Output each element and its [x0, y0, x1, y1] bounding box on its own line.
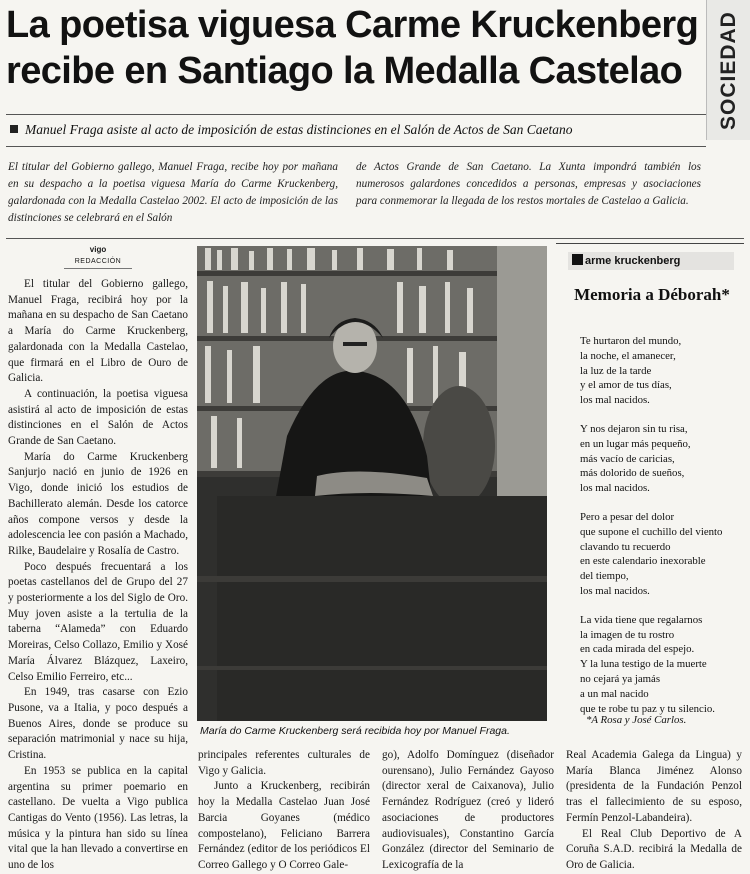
poem-line: a un mal nacido — [580, 687, 649, 700]
square-bullet-icon — [572, 254, 583, 265]
article-paragraph: Junto a Kruckenberg, recibirán hoy la Medalla Castelao Juan José Barcia Goyanes (médico compostelano), Feliciano Barrera Fernández (editor de los periódicos El Correo Gallego y O Correo Gale- — [198, 780, 370, 871]
headline-line: recibe en Santiago la Medalla Castelao — [6, 50, 683, 92]
poem-title: Memoria a Déborah* — [574, 285, 730, 304]
poem-line: los mal nacidos. — [580, 482, 650, 495]
photo-caption: María do Carme Kruckenberg será recibida hoy por Manuel Fraga. — [200, 725, 510, 737]
poem-line: del tiempo, — [580, 570, 629, 583]
poem-line: en un lugar más pequeño, — [580, 437, 691, 450]
poem-stanza — [580, 510, 744, 599]
divider — [6, 114, 706, 115]
article-paragraph: En 1953 se publica en la capital argentina su primer poemario en castellano. De vuelta a Vigo publica Cantigas do Vento (1956). Las letras, la música y la pintura han sido su línea vital que la han llevado a convertirse en uno de los — [8, 764, 188, 872]
byline: REDACCIÓN — [64, 256, 132, 269]
article-paragraph: go), Adolfo Domínguez (diseñador ourensano), Julio Fernández Gayoso (director xeral de Caixanova), Julio Fernández Rodríguez (creó y lideró asociaciones de productores audiovisuales), Constantino García González (director del Seminario de Lexicografía de la — [382, 749, 554, 871]
headline-line: La poetisa viguesa Carme Kruckenberg — [6, 4, 699, 46]
poem-line: Y nos dejaron sin tu risa, — [580, 422, 688, 435]
dateline: vigo — [89, 245, 107, 254]
poem-line: los mal nacidos. — [580, 584, 650, 597]
article-paragraph: En 1949, tras casarse con Ezio Pusone, va a Italia, y poco después a Buenos Aires, donde se produce su separación matrimonial y nace su hija, Cristina. — [8, 686, 188, 762]
poem-stanza — [580, 334, 744, 408]
divider — [6, 238, 744, 239]
poem-line: más vacío de caricias, — [580, 452, 675, 465]
article-paragraph: principales referentes culturales de Vigo y Galicia. — [198, 749, 370, 777]
poem-line: clavando tu recuerdo — [580, 540, 671, 553]
sidebar-tag-text: arme kruckenberg — [585, 255, 681, 267]
poem-line: que te robe tu paz y tu silencio. — [580, 702, 715, 715]
sidebar-author-tag — [568, 252, 734, 270]
poem-line: en cada mirada del espejo. — [580, 643, 695, 656]
subhead-text: Manuel Fraga asiste al acto de imposición de estas distinciones en el Salón de Actos de San Caetano — [25, 122, 573, 137]
poem-line: no cejará ya jamás — [580, 672, 661, 685]
poem-line: Y la luna testigo de la muerte — [580, 658, 707, 671]
article-paragraph: Poco después frecuentará a los poetas castellanos del de Grupo del 27 y posteriormente a los del Siglo de Oro. Muy joven asiste a la tertulia de la taberna “Alameda” con Eduardo Moreiras, Celso Collazo, Emilio y Xosé María Álvarez Blázquez, Laxeiro, Celso Emilio Ferreiro, etc... — [8, 560, 188, 683]
article-column-4 — [566, 748, 742, 874]
article-paragraph: Real Academia Galega da Lingua) y María Blanca Jiménez Alonso (presidenta de la Fundación Penzol tras el fallecimiento de su esposo, Fermín Penzol-Labandeira). — [566, 749, 742, 824]
poem-line: los mal nacidos. — [580, 394, 650, 407]
poem-line: y el amor de tus días, — [580, 379, 672, 392]
poem-line: en este calendario inexorable — [580, 555, 706, 568]
poem-line: la imagen de tu rostro — [580, 628, 675, 641]
poem-line: Pero a pesar del dolor — [580, 510, 675, 523]
section-tab — [706, 0, 750, 140]
poem-body — [580, 334, 744, 730]
poem-line: Te hurtaron del mundo, — [580, 335, 682, 347]
poem-line: más dolorido de sueños, — [580, 467, 685, 480]
article-paragraph: El titular del Gobierno gallego, Manuel Fraga, recibirá hoy por la mañana en su despacho de San Caetano a María do Carme Kruckenberg, galardonada con la Medalla Castelao, que firmará en el Libro de Ouro de Galicia. — [8, 278, 188, 385]
poem-dedication: *A Rosa y José Carlos. — [586, 714, 687, 726]
poem-stanza — [580, 422, 744, 496]
subhead — [10, 121, 705, 139]
lead-paragraph: El titular del Gobierno gallego, Manuel Fraga, recibe hoy por mañana en su despacho a la poetisa viguesa María do Carme Kruckenberg, galardonada con la Medalla Castelao 2002. El acto de imposición de las distinciones se celebrará en el Salón — [8, 161, 338, 224]
poem-line: La vida tiene que regalarnos — [580, 613, 703, 626]
section-label: SOCIEDAD — [717, 11, 740, 130]
poem-line: la luz de la tarde — [580, 364, 652, 377]
article-column-1 — [8, 244, 188, 874]
poem-stanza — [580, 613, 744, 717]
article-paragraph: El Real Club Deportivo de A Coruña S.A.D. recibirá la Medalla de Oro de Galicia. — [566, 827, 742, 871]
article-paragraph: María do Carme Kruckenberg Sanjurjo nació en junio de 1926 en Vigo, donde inició los estudios de Bachillerato alemán. Desde los catorce años compone versos y desde la adolescencia lee con pasión a Machado, Rilke, Baudelaire y Rosalía de Castro. — [8, 450, 188, 557]
article-paragraph: A continuación, la poetisa viguesa asistirá al acto de imposición de estas distinciones en el Salón de Actos Grande de San Caetano. — [8, 387, 188, 448]
article-column-2 — [198, 748, 370, 874]
divider — [6, 146, 706, 147]
headline — [6, 2, 702, 94]
poem-line: que supone el cuchillo del viento — [580, 525, 723, 538]
poem-line: la noche, el amanecer, — [580, 349, 676, 362]
poem-sidebar — [556, 243, 744, 738]
portrait-photo — [197, 246, 547, 721]
lead-paragraph: de Actos Grande de San Caetano. La Xunta impondrá también los numerosos galardones concedidos a personas, empresas y asociaciones para conmemorar la llegada de los restos mortales de Castelao a Galicia. — [356, 161, 701, 207]
square-bullet-icon — [10, 125, 18, 133]
article-column-3 — [382, 748, 554, 874]
